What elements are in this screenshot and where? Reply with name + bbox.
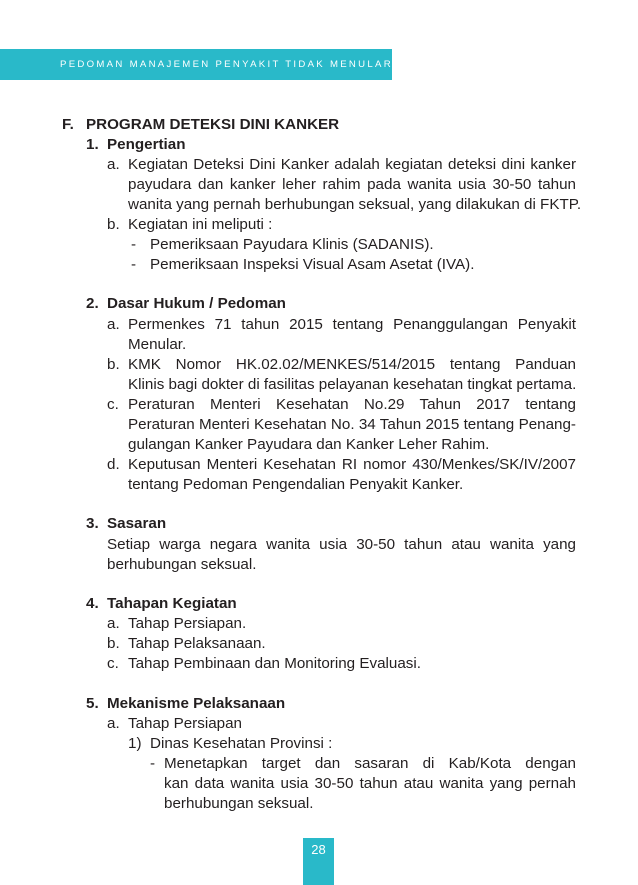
s1-title: Pengertian (107, 136, 186, 153)
s5-number: 5. (86, 695, 99, 712)
s5-sub-text: Dinas Kesehatan Provinsi : (150, 735, 333, 752)
s1-b-marker: b. (107, 216, 120, 233)
dash-bullet: - (150, 755, 156, 772)
s3-title: Sasaran (107, 515, 167, 532)
s1-number: 1. (86, 136, 99, 153)
s4-item-marker: a. (107, 615, 120, 632)
s1-b-item: Pemeriksaan Payudara Klinis (SADANIS). (150, 236, 434, 253)
s2-b-marker: b. (107, 356, 120, 373)
s1-a-marker: a. (107, 156, 120, 173)
s2-d-line: Keputusan Menteri Kesehatan RI nomor 430/Menkes/SK/IV/2007 (128, 456, 576, 473)
s4-item-marker: c. (107, 655, 119, 672)
s1-b-text: Kegiatan ini meliputi : (128, 216, 273, 233)
s4-title: Tahapan Kegiatan (107, 595, 237, 612)
page-number: 28 (311, 842, 326, 857)
s5-title: Mekanisme Pelaksanaan (107, 695, 286, 712)
s4-item: Tahap Persiapan. (128, 615, 247, 632)
s1-a-line: payudara dan kanker leher rahim pada wanita usia 30-50 tahun (128, 176, 576, 193)
s2-a-marker: a. (107, 316, 120, 333)
s2-a-line: Menular. (128, 336, 187, 353)
s1-a-line: wanita yang pernah berhubungan seksual, yang dilakukan di FKTP. (128, 196, 582, 213)
s2-b-line: KMK Nomor HK.02.02/MENKES/514/2015 tentang Panduan (128, 356, 576, 373)
s2-c-line: Peraturan Menteri Kesehatan No.29 Tahun 2017 tentang (128, 396, 576, 413)
s2-d-marker: d. (107, 456, 120, 473)
s5-a-marker: a. (107, 715, 120, 732)
s2-c-line: Peraturan Menteri Kesehatan No. 34 Tahun 2015 tentang Penang- (128, 416, 576, 433)
s5-dash-line: berhubungan seksual. (164, 795, 314, 812)
s2-title: Dasar Hukum / Pedoman (107, 295, 286, 312)
s5-a-text: Tahap Persiapan (128, 715, 242, 732)
running-header: PEDOMAN MANAJEMEN PENYAKIT TIDAK MENULAR (60, 59, 393, 70)
section-title: PROGRAM DETEKSI DINI KANKER (86, 116, 340, 133)
s2-d-line: tentang Pedoman Pengendalian Penyakit Kanker. (128, 476, 464, 493)
s5-sub-marker: 1) (128, 735, 142, 752)
section-marker: F. (62, 116, 74, 133)
s5-dash-line: Menetapkan target dan sasaran di Kab/Kota dengan (164, 755, 576, 772)
s2-a-line: Permenkes 71 tahun 2015 tentang Penanggulangan Penyakit (128, 316, 576, 333)
s4-item-marker: b. (107, 635, 120, 652)
s2-c-line: gulangan Kanker Payudara dan Kanker Leher Rahim. (128, 436, 490, 453)
s1-b-item: Pemeriksaan Inspeksi Visual Asam Asetat (IVA). (150, 256, 475, 273)
s2-b-line: Klinis bagi dokter di fasilitas pelayanan kesehatan tingkat pertama. (128, 376, 577, 393)
s3-number: 3. (86, 515, 99, 532)
s4-item: Tahap Pelaksanaan. (128, 635, 266, 652)
s2-number: 2. (86, 295, 99, 312)
s3-line: Setiap warga negara wanita usia 30-50 tahun atau wanita yang (107, 536, 576, 553)
dash-bullet: - (131, 256, 137, 273)
s2-c-marker: c. (107, 396, 119, 413)
s4-number: 4. (86, 595, 99, 612)
s5-dash-line: kan data wanita usia 30-50 tahun atau wanita yang pernah (164, 775, 576, 792)
dash-bullet: - (131, 236, 137, 253)
s3-line: berhubungan seksual. (107, 556, 257, 573)
s4-item: Tahap Pembinaan dan Monitoring Evaluasi. (128, 655, 421, 672)
s1-a-line: Kegiatan Deteksi Dini Kanker adalah kegiatan deteksi dini kanker (128, 156, 576, 173)
